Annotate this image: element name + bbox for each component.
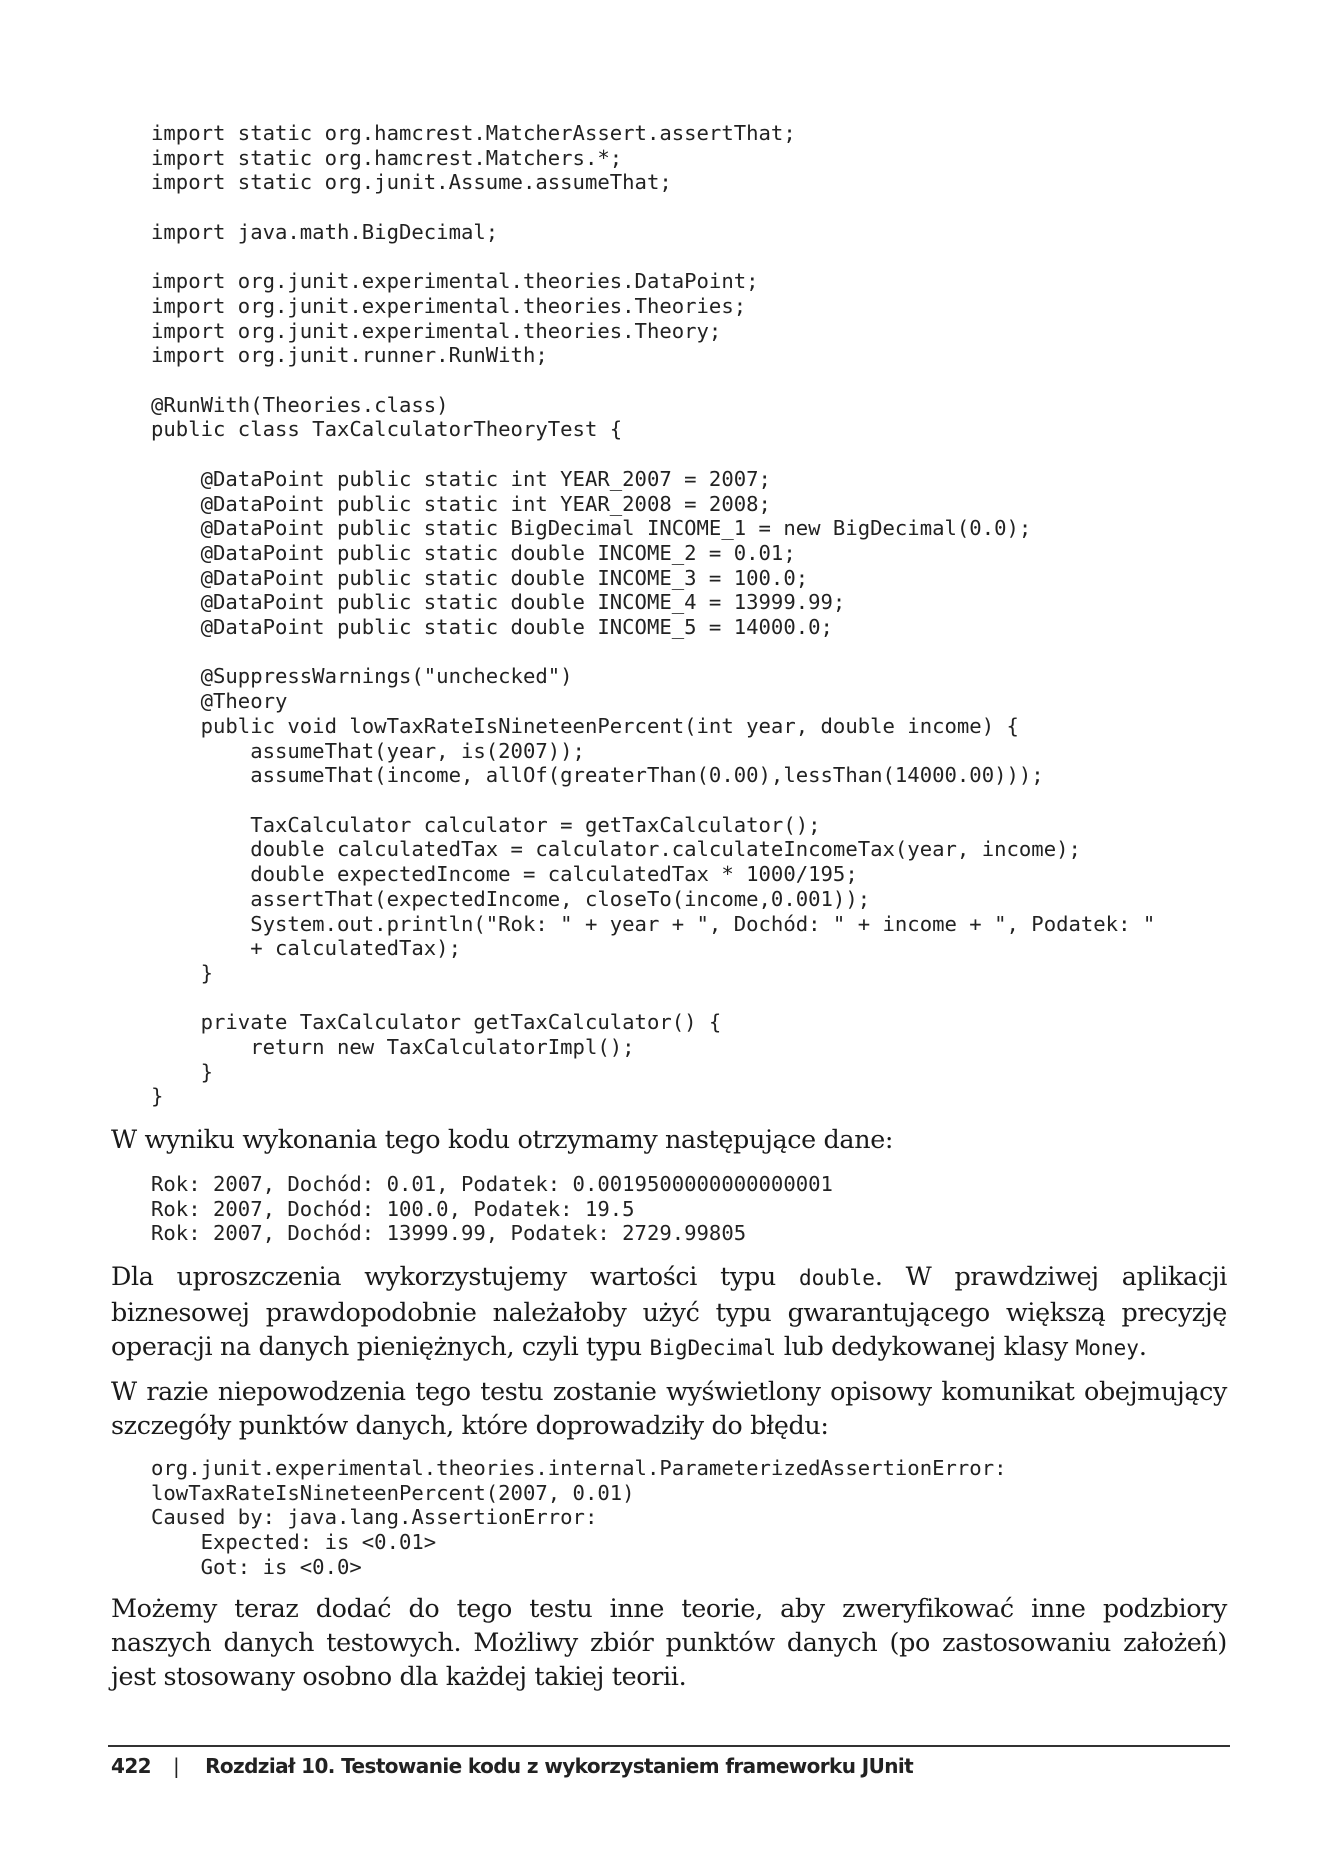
page-footer <box>111 1753 913 1779</box>
code-listing-program-output: Rok: 2007, Dochód: 0.01, Podatek: 0.0019500000000000001 Rok: 2007, Dochód: 100.0, Podatek: 19.5 Rok: 2007, Dochód: 13999.99, Podatek: 2729.99805 <box>151 1172 833 1246</box>
paragraph-text: Dla uproszczenia wykorzystujemy wartości typu <box>111 1261 799 1291</box>
inline-code-bigdecimal: BigDecimal <box>649 1336 776 1360</box>
footer-separator: | <box>172 1754 180 1778</box>
paragraph-error-message: W razie niepowodzenia tego testu zostanie wyświetlony opisowy komunikat obejmujący szczegóły punktów danych, które doprowadziły do błędu: <box>111 1376 1227 1440</box>
paragraph-text: . W prawdziwej aplikacji biznesowej prawdopodobnie należałoby użyć typu gwarantującego większą precyzję operacji na danych pieniężnych, czyli typu <box>111 1261 1227 1361</box>
paragraph-other-theories: Możemy teraz dodać do tego testu inne teorie, aby zweryfikować inne podzbiory naszych danych testowych. Możliwy zbiór punktów danych (po zastosowaniu założeń) jest stosowany osobno dla każdej takiej teorii. <box>111 1593 1227 1691</box>
paragraph-double-precision <box>111 1259 1227 1365</box>
inline-code-double: double <box>798 1266 875 1290</box>
chapter-title: Rozdział 10. Testowanie kodu z wykorzystaniem frameworku JUnit <box>205 1754 914 1778</box>
inline-code-money: Money <box>1075 1336 1139 1360</box>
page-number: 422 <box>111 1754 151 1778</box>
footer-divider <box>108 1745 1230 1747</box>
paragraph-text: lub dedykowanej klasy <box>775 1331 1076 1361</box>
code-listing-tax-calculator-theory-test: import static org.hamcrest.MatcherAssert.assertThat; import static org.hamcrest.Matchers.*; import static org.junit.Assume.assumeThat; import java.math.BigDecimal; import org.junit.experimental.theories.DataPoint; import org.junit.experimental.theories.Theories; import org.junit.experimental.theories.Theory; import org.junit.runner.RunWith; @RunWith(Theories.class) public class TaxCalculatorTheoryTest { @DataPoint public static int YEAR_2007 = 2007; @DataPoint public static int YEAR_2008 = 2008; @DataPoint public static BigDecimal INCOME_1 = new BigDecimal(0.0); @DataPoint public static double INCOME_2 = 0.01; @DataPoint public static double INCOME_3 = 100.0; @DataPoint public static double INCOME_4 = 13999.99; @DataPoint public static double INCOME_5 = 14000.0; @SuppressWarnings("unchecked") @Theory public void lowTaxRateIsNineteenPercent(int year, double income) { assumeThat(year, is(2007)); assumeThat(income, allOf(greaterThan(0.00),lessThan(14000.00))); TaxCalculator calculator = getTaxCalculator(); double calculatedTax = calculator.calculateIncomeTax(year, income); double expectedIncome = calculatedTax * 1000/195; assertThat(expectedIncome, closeTo(income,0.001)); System.out.println("Rok: " + year + ", Dochód: " + income + ", Podatek: " + calculatedTax); } private TaxCalculator getTaxCalculator() { return new TaxCalculatorImpl(); } } <box>151 121 1156 1109</box>
paragraph-output-intro: W wyniku wykonania tego kodu otrzymamy następujące dane: <box>111 1124 894 1154</box>
code-listing-assertion-error: org.junit.experimental.theories.internal.ParameterizedAssertionError: lowTaxRateIsNineteenPercent(2007, 0.01) Caused by: java.lang.AssertionError: Expected: is <0.01> Got: is <0.0> <box>151 1456 1007 1579</box>
paragraph-text: . <box>1138 1331 1147 1361</box>
